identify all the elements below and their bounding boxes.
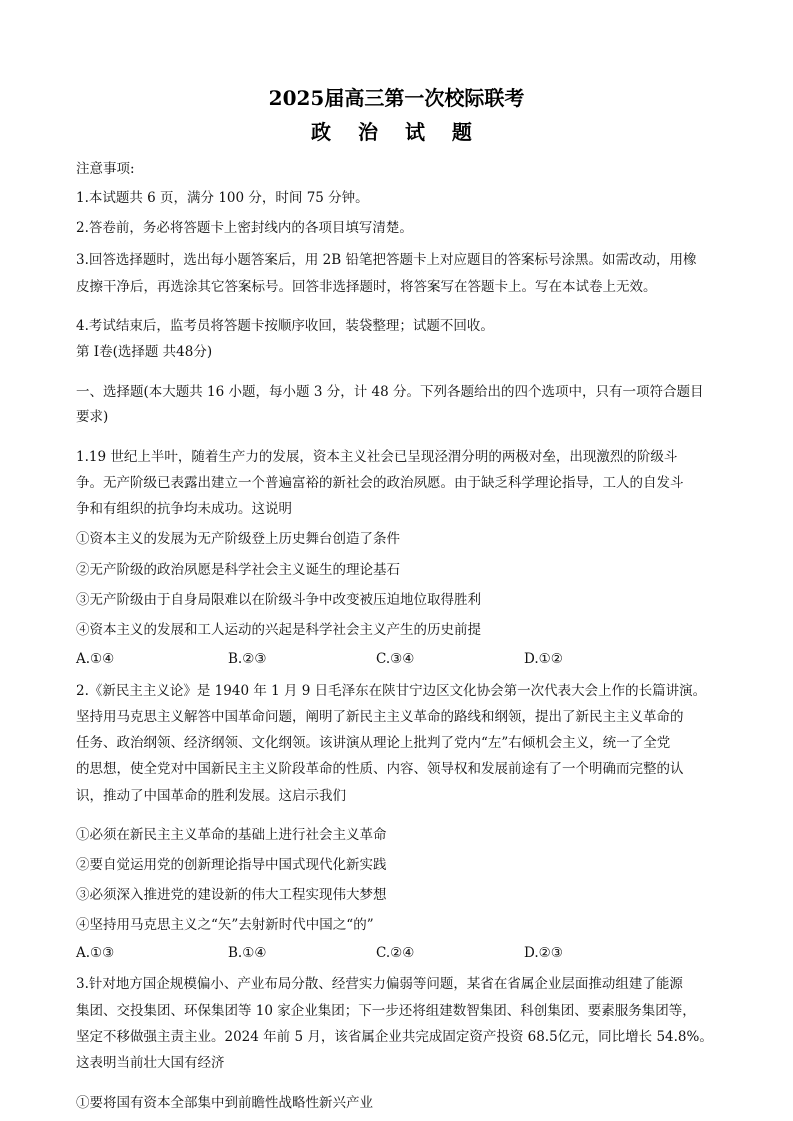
option-d: D.①②	[524, 651, 563, 667]
question-stem: 的思想，使全党对中国新民主主义阶段革命的性质、内容、领导权和发展前途有了一个明确而完整的认	[76, 761, 684, 777]
question-stem: 坚持用马克思主义解答中国革命问题，阐明了新民主主义革命的路线和纲领，提出了新民主主义革命的	[76, 709, 684, 725]
question-stem: 争和有组织的抗争均未成功。这说明	[76, 501, 292, 517]
notice-item: 2.答卷前，务必将答题卡上密封线内的各项目填写清楚。	[76, 220, 413, 236]
notice-item: 1.本试题共 6 页，满分 100 分，时间 75 分钟。	[76, 190, 369, 206]
option-c: C.③④	[376, 651, 415, 667]
question-item: ③必须深入推进党的建设新的伟大工程实现伟大梦想	[76, 887, 387, 903]
question-stem: 3.针对地方国企规模偏小、产业布局分散、经营实力偏弱等问题，某省在省属企业层面推动组建了能源	[76, 976, 683, 992]
question-item: ①要将国有资本全部集中到前瞻性战略性新兴产业	[76, 1095, 373, 1111]
section-instruction: 要求)	[76, 409, 109, 425]
notice-item: 皮擦干净后，再选涂其它答案标号。回答非选择题时，将答案写在答题卡上。写在本试卷上无效。	[76, 279, 657, 295]
option-c: C.②④	[376, 945, 415, 961]
question-item: ④坚持用马克思主义之“矢”去射新时代中国之“的”	[76, 917, 374, 933]
section-instruction: 一、选择题(本大题共 16 小题，每小题 3 分，计 48 分。下列各题给出的四个选项中，只有一项符合题目	[76, 384, 704, 400]
subject-title: 政 治 试 题	[311, 120, 482, 144]
option-a: A.①④	[76, 651, 115, 667]
answer-options	[76, 945, 724, 963]
question-stem: 这表明当前壮大国有经济	[76, 1055, 225, 1071]
option-a: A.①③	[76, 945, 115, 961]
exam-title: 2025届高三第一次校际联考	[268, 86, 525, 110]
notice-heading: 注意事项:	[76, 161, 135, 177]
question-stem: 1.19 世纪上半叶，随着生产力的发展，资本主义社会已呈现泾渭分明的两极对垒，出现激烈的阶级斗	[76, 449, 678, 465]
question-stem: 集团、交投集团、环保集团等 10 家企业集团；下一步还将组建数智集团、科创集团、要素服务集团等，	[76, 1003, 696, 1019]
question-item: ①必须在新民主主义革命的基础上进行社会主义革命	[76, 827, 387, 843]
question-item: ②要自觉运用党的创新理论指导中国式现代化新实践	[76, 857, 387, 873]
question-item: ②无产阶级的政治夙愿是科学社会主义诞生的理论基石	[76, 562, 400, 578]
answer-options	[76, 651, 724, 669]
part-heading: 第 Ⅰ卷(选择题 共48分)	[76, 344, 213, 360]
question-stem: 坚定不移做强主责主业。2024 年前 5 月，该省属企业共完成固定资产投资 68.5亿元，同比增长 54.8%。	[76, 1029, 713, 1045]
question-item: ④资本主义的发展和工人运动的兴起是科学社会主义产生的历史前提	[76, 622, 481, 638]
question-stem: 识，推动了中国革命的胜利发展。这启示我们	[76, 788, 346, 804]
notice-item: 4.考试结束后，监考员将答题卡按顺序收回，装袋整理；试题不回收。	[76, 318, 494, 334]
question-stem: 2.《新民主主义论》是 1940 年 1 月 9 日毛泽东在陕甘宁边区文化协会第一次代表大会上作的长篇讲演。	[76, 683, 707, 699]
question-stem: 争。无产阶级已表露出建立一个普遍富裕的新社会的政治夙愿。由于缺乏科学理论指导，工人的自发斗	[76, 475, 684, 491]
question-item: ③无产阶级由于自身局限难以在阶级斗争中改变被压迫地位取得胜利	[76, 592, 481, 608]
question-stem: 任务、政治纲领、经济纲领、文化纲领。该讲演从理论上批判了党内“左”右倾机会主义，统一了全党	[76, 735, 671, 751]
option-b: B.②③	[228, 651, 267, 667]
option-d: D.②③	[524, 945, 563, 961]
notice-item: 3.回答选择题时，选出每小题答案后，用 2B 铅笔把答题卡上对应题目的答案标号涂黑。如需改动，用橡	[76, 252, 697, 268]
option-b: B.①④	[228, 945, 267, 961]
question-item: ①资本主义的发展为无产阶级登上历史舞台创造了条件	[76, 531, 400, 547]
